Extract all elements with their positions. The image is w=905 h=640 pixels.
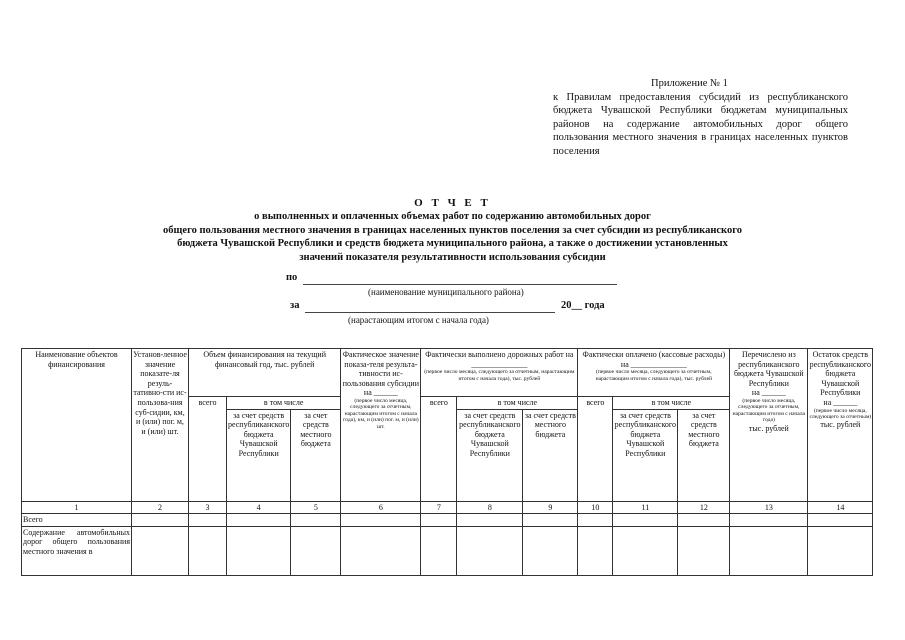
appendix-number: Приложение № 1 <box>651 78 728 89</box>
table-cell[interactable] <box>578 514 613 527</box>
table-cell[interactable] <box>730 526 808 575</box>
po-label: по <box>286 272 298 283</box>
column-number: 14 <box>808 501 873 514</box>
column-number: 2 <box>132 501 189 514</box>
year-label: 20__ года <box>561 300 605 311</box>
header-paid-loc: за счет средств местного бюджета <box>678 409 730 501</box>
column-number: 12 <box>678 501 730 514</box>
header-objects: Наименование объектов финансирования <box>22 349 132 502</box>
header-paid-total: всего <box>578 397 613 502</box>
header-done-including: в том числе <box>457 397 578 410</box>
header-fin-rep: за счет средств республиканского бюджета Чувашской Республики <box>227 409 291 501</box>
header-done-loc: за счет средств местного бюджета <box>523 409 578 501</box>
header-remainder: Остаток средств республиканского бюджета Чувашской Республики на ______ (первое число месяца, следующего за отчетным) тыс. рублей <box>808 349 873 502</box>
table-cell[interactable] <box>808 526 873 575</box>
table-cell[interactable] <box>189 526 227 575</box>
column-number: 8 <box>457 501 523 514</box>
column-number-row <box>22 501 873 514</box>
subtitle-line: значений показателя результативности использования субсидии <box>299 251 606 263</box>
header-fin-including: в том числе <box>227 397 341 410</box>
header-done-total: всего <box>421 397 457 502</box>
header-paid: Фактически оплачено (кассовые расходы) на ______________ (первое число месяца, следующего за отчетным, нарастающим итогом с начала года), тыс. рублей <box>578 349 730 397</box>
table-cell[interactable] <box>678 514 730 527</box>
table-cell[interactable] <box>457 514 523 527</box>
za-caption: (нарастающим итогом с начала года) <box>348 315 489 325</box>
report-title: О Т Ч Е Т <box>414 197 491 209</box>
table-cell[interactable] <box>523 526 578 575</box>
table-cell[interactable] <box>421 514 457 527</box>
column-number: 1 <box>22 501 132 514</box>
header-indicator: Установ-ленное значение показате-ля резуль-тативно-сти ис-пользова-ния суб-сидии, км, и (или) пог. м, и (или) шт. <box>132 349 189 502</box>
column-number: 7 <box>421 501 457 514</box>
table-cell[interactable] <box>613 514 678 527</box>
table-cell[interactable] <box>613 526 678 575</box>
table-cell[interactable] <box>578 526 613 575</box>
column-number: 5 <box>291 501 341 514</box>
table-cell[interactable] <box>808 514 873 527</box>
column-number: 6 <box>341 501 421 514</box>
table-cell[interactable] <box>291 514 341 527</box>
table-cell[interactable] <box>730 514 808 527</box>
table-row <box>22 514 873 527</box>
header-fact-value: Фактическое значение показа-теля результа-тивности ис-пользования субсидии на ______ (первое число месяца, следующего за отчетным, нарастающим итогом с начала года), км, и (или) пог. м, и (или) шт. <box>341 349 421 502</box>
header-financing: Объем финансирования на текущий финансовый год, тыс. рублей <box>189 349 341 397</box>
table-cell[interactable] <box>291 526 341 575</box>
period-line[interactable] <box>305 312 555 313</box>
column-number: 10 <box>578 501 613 514</box>
table-cell[interactable] <box>457 526 523 575</box>
appendix-text: к Правилам предоставления субсидий из республиканского бюджета Чувашской Республики бюджетам муниципальных районов на содержание автомобильных дорог общего пользования местного значения в границах населенных пунктов поселения <box>553 91 848 157</box>
header-done: Фактически выполнено дорожных работ на ______________ (первое число месяца, следующего за отчетным, нарастающим итогом с начала года), тыс. рублей <box>421 349 578 397</box>
header-done-rep: за счет средств республиканского бюджета Чувашской Республики <box>457 409 523 501</box>
row-name: Всего <box>22 514 132 527</box>
table-cell[interactable] <box>421 526 457 575</box>
table-cell[interactable] <box>341 526 421 575</box>
subtitle-line: о выполненных и оплаченных объемах работ по содержанию автомобильных дорог <box>254 211 651 222</box>
header-fin-total: всего <box>189 397 227 502</box>
column-number: 13 <box>730 501 808 514</box>
appendix-block <box>553 77 848 159</box>
header-transferred: Перечислено из республиканского бюджета Чувашской Республики на ______ (первое число месяца, следующего за отчетным, нарастающим итогом с начала года) тыс. рублей <box>730 349 808 502</box>
table-cell[interactable] <box>132 526 189 575</box>
header-paid-including: в том числе <box>613 397 730 410</box>
report-table <box>21 348 873 576</box>
table-row <box>22 526 873 575</box>
header-fin-loc: за счет средств местного бюджета <box>291 409 341 501</box>
column-number: 4 <box>227 501 291 514</box>
table-cell[interactable] <box>341 514 421 527</box>
header-paid-rep: за счет средств республиканского бюджета Чувашской Республики <box>613 409 678 501</box>
column-number: 3 <box>189 501 227 514</box>
table-cell[interactable] <box>189 514 227 527</box>
table-cell[interactable] <box>132 514 189 527</box>
table-cell[interactable] <box>227 514 291 527</box>
column-number: 9 <box>523 501 578 514</box>
table-cell[interactable] <box>523 514 578 527</box>
municipality-line[interactable] <box>303 284 617 285</box>
table-cell[interactable] <box>227 526 291 575</box>
row-name: Содержание автомобильных дорог общего пользования местного значения в <box>22 526 132 575</box>
subtitle-line: общего пользования местного значения в границах населенных пунктов поселения за счет субсидии из республиканского <box>163 224 742 236</box>
subtitle-line: бюджета Чувашской Республики и средств бюджета муниципального района, а также о достижении установленных <box>177 238 728 250</box>
table-cell[interactable] <box>678 526 730 575</box>
po-caption: (наименование муниципального района) <box>368 287 524 297</box>
column-number: 11 <box>613 501 678 514</box>
report-subtitle <box>0 210 905 264</box>
za-label: за <box>290 300 300 311</box>
